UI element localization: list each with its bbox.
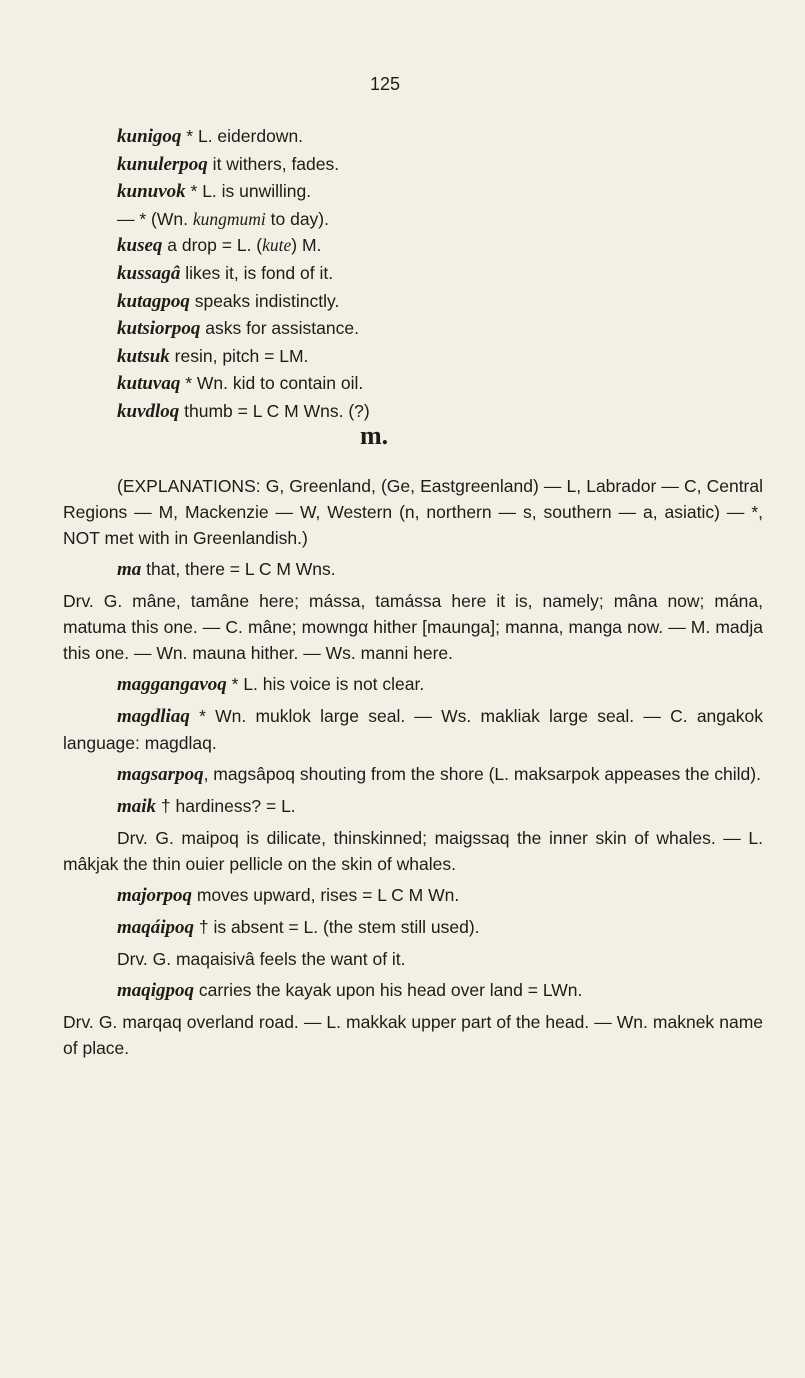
headword: kussagâ bbox=[117, 262, 181, 284]
entry-line bbox=[117, 178, 717, 206]
definition: that, there = L C M Wns. bbox=[141, 559, 336, 579]
derivation-paragraph bbox=[63, 825, 763, 877]
entry-line bbox=[117, 232, 717, 260]
entry-paragraph bbox=[63, 977, 763, 1004]
entry-paragraph bbox=[63, 914, 763, 941]
headword: kunulerpoq bbox=[117, 153, 208, 175]
definition: † hardiness? = L. bbox=[156, 796, 296, 816]
definition: asks for assistance. bbox=[200, 318, 359, 339]
derivation-text: Drv. G. mâne, tamâne here; mássa, tamássa here it is, namely; mâna now; mána, matuma this one. — C. mâne; mowngα hither [maunga]; manna, manga now. — M. madja this one. — Wn. mauna hither. — Ws. manni here. bbox=[63, 591, 763, 663]
definition: * L. his voice is not clear. bbox=[226, 674, 425, 694]
entry-paragraph bbox=[63, 671, 763, 698]
entry-list-k bbox=[117, 123, 717, 426]
derivation-text: Drv. G. marqaq overland road. — L. makkak upper part of the head. — Wn. maknek name of place. bbox=[63, 1012, 763, 1058]
headword: kuseq bbox=[117, 235, 163, 257]
definition: (Wn. bbox=[146, 208, 193, 229]
entry-mark: * bbox=[181, 126, 194, 146]
definition: a drop = L. ( bbox=[162, 235, 263, 256]
definition: * Wn. muklok large seal. — Ws. makliak large seal. — C. angakok language: magdlaq. bbox=[63, 706, 763, 753]
headword: kuvdloq bbox=[117, 400, 180, 422]
definition: resin, pitch = LM. bbox=[169, 345, 309, 366]
entry-mark: * bbox=[180, 373, 193, 394]
section-heading: m. bbox=[360, 421, 389, 450]
entry-line bbox=[117, 288, 717, 316]
headword: kunuvok bbox=[117, 181, 186, 203]
definition: thumb = L C M Wns. (?) bbox=[179, 400, 370, 421]
headword: kunigoq bbox=[117, 126, 182, 147]
entry-paragraph bbox=[63, 556, 763, 583]
entry-mark: — * bbox=[117, 208, 147, 229]
definition: , magsâpoq shouting from the shore (L. maksarpok appeases the child). bbox=[203, 764, 761, 784]
entry-paragraph bbox=[63, 761, 763, 788]
entry-mark: * bbox=[185, 181, 198, 202]
entry-list-m bbox=[63, 473, 763, 1066]
definition: Wn. kid to contain oil. bbox=[192, 373, 364, 394]
headword: majorpoq bbox=[117, 885, 192, 906]
definition: likes it, is fond of it. bbox=[180, 262, 334, 283]
entry-line bbox=[117, 151, 717, 179]
entry-paragraph bbox=[63, 882, 763, 909]
derivation-paragraph bbox=[63, 946, 763, 972]
entry-paragraph bbox=[63, 793, 763, 820]
derivation-paragraph bbox=[63, 1009, 763, 1061]
definition-tail: to day). bbox=[265, 208, 329, 229]
headword: kutsuk bbox=[117, 345, 170, 367]
definition: † is absent = L. (the stem still used). bbox=[194, 917, 480, 937]
headword: kutuvaq bbox=[117, 373, 181, 395]
entry-line bbox=[117, 398, 717, 426]
headword: maik bbox=[117, 796, 157, 817]
headword: maggangavoq bbox=[117, 674, 227, 695]
cognate: kungmumi bbox=[192, 208, 266, 229]
headword: kutsiorpoq bbox=[117, 318, 201, 340]
headword: kutagpoq bbox=[117, 290, 190, 312]
explanations-note: (EXPLANATIONS: G, Greenland, (Ge, Eastgreenland) — L, Labrador — C, Central Regions — M, Mackenzie — W, Western (n, northern — s, southern — a, asiatic) — *, NOT met with in Greenlandish.) bbox=[63, 476, 763, 548]
headword: ma bbox=[117, 559, 142, 580]
headword: magdliaq bbox=[117, 706, 190, 727]
entry-line bbox=[117, 123, 717, 151]
definition-tail: ) M. bbox=[291, 235, 322, 256]
definition: L. eiderdown. bbox=[193, 126, 304, 146]
entry-line bbox=[117, 370, 717, 398]
definition: speaks indistinctly. bbox=[189, 290, 340, 311]
cognate: kute bbox=[262, 235, 292, 256]
headword: maqáipoq bbox=[117, 917, 195, 938]
definition: carries the kayak upon his head over land = LWn. bbox=[194, 980, 583, 1000]
entry-line bbox=[117, 343, 717, 371]
derivation-text: Drv. G. maqaisivâ feels the want of it. bbox=[117, 949, 406, 969]
page-number: 125 bbox=[370, 74, 401, 94]
entry-line bbox=[117, 315, 717, 343]
entry-line bbox=[117, 206, 717, 233]
derivation-text: Drv. G. maipoq is dilicate, thinskinned; maigssaq the inner skin of whales. — L. mâkjak the thin ouier pellicle on the skin of whales. bbox=[63, 828, 763, 874]
definition: L. is unwilling. bbox=[197, 181, 312, 202]
headword: maqigpoq bbox=[117, 980, 195, 1001]
entry-line bbox=[117, 260, 717, 288]
entry-paragraph bbox=[63, 703, 763, 756]
definition: moves upward, rises = L C M Wn. bbox=[191, 885, 460, 905]
definition: it withers, fades. bbox=[207, 153, 340, 174]
headword: magsarpoq bbox=[117, 764, 204, 785]
derivation-paragraph bbox=[63, 588, 763, 666]
